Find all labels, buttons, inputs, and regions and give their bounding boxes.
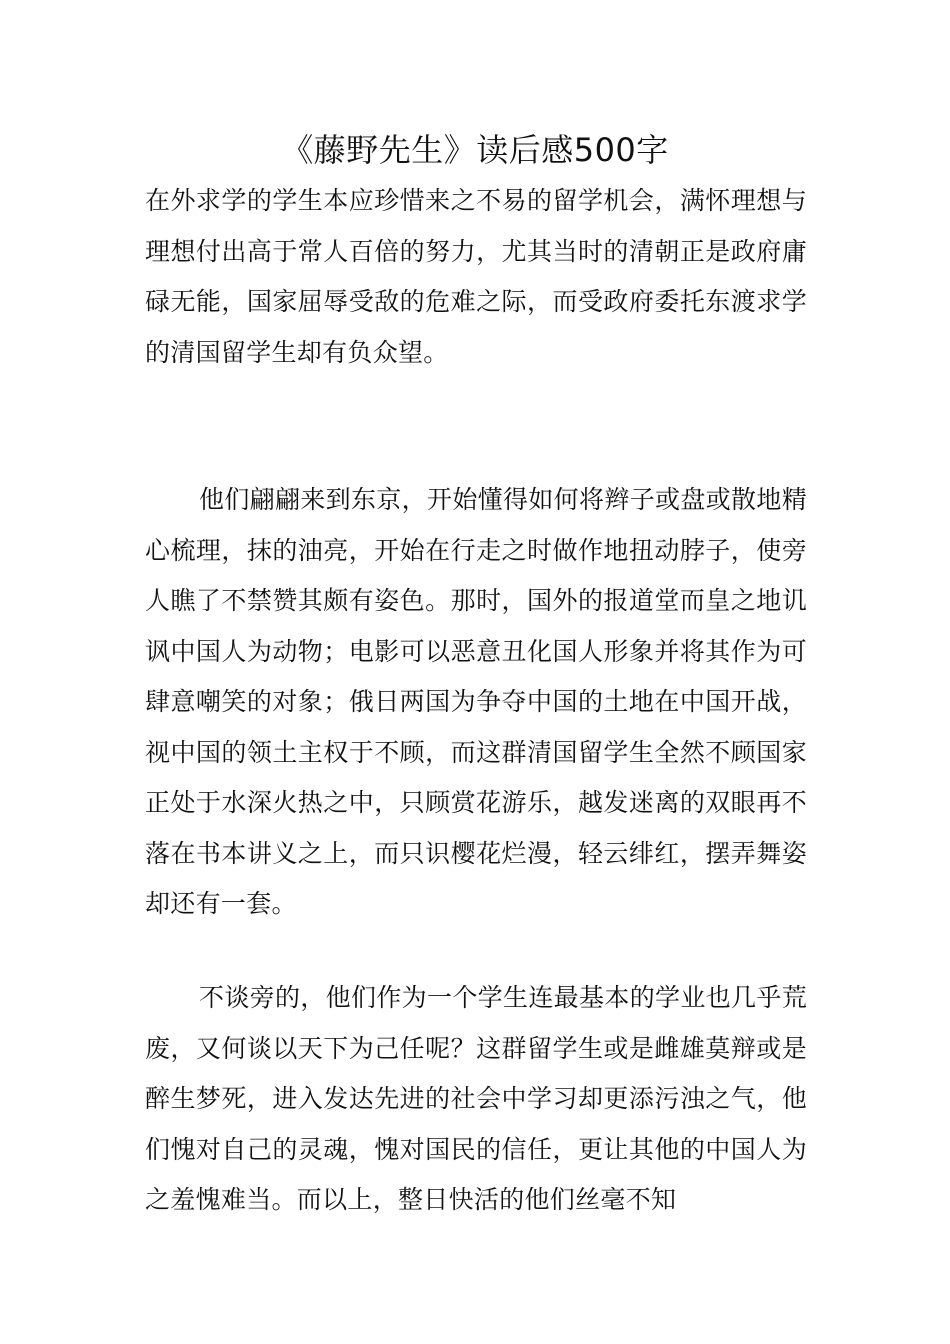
- document-title: 《藤野先生》读后感500字: [281, 131, 669, 169]
- paragraph-3: 不谈旁的，他们作为一个学生连最基本的学业也几乎荒废，又何谈以天下为己任呢？这群留学生或是雌雄莫辩或是醉生梦死，进入发达先进的社会中学习却更添污浊之气，他们愧对自己的灵魂，愧对国民的信任，更让其他的中国人为之羞愧难当。而以上，整日快活的他们丝毫不知: [145, 983, 807, 1214]
- paragraph-1: 在外求学的学生本应珍惜来之不易的留学机会，满怀理想与理想付出高于常人百倍的努力，尤其当时的清朝正是政府庸碌无能，国家屈辱受敌的危难之际，而受政府委托东渡求学的清国留学生却有负众望。: [145, 186, 807, 367]
- paragraph-2: 他们翩翩来到东京，开始懂得如何将辫子或盘或散地精心梳理，抹的油亮，开始在行走之时做作地扭动脖子，使旁人瞧了不禁赞其颇有姿色。那时，国外的报道堂而皇之地讥讽中国人为动物；电影可以恶意丑化国人形象并将其作为可肆意嘲笑的对象；俄日两国为争夺中国的土地在中国开战，视中国的领土主权于不顾，而这群清国留学生全然不顾国家正处于水深火热之中，只顾赏花游乐，越发迷离的双眼再不落在书本讲义之上，而只识樱花烂漫，轻云绯红，摆弄舞姿却还有一套。: [145, 485, 807, 918]
